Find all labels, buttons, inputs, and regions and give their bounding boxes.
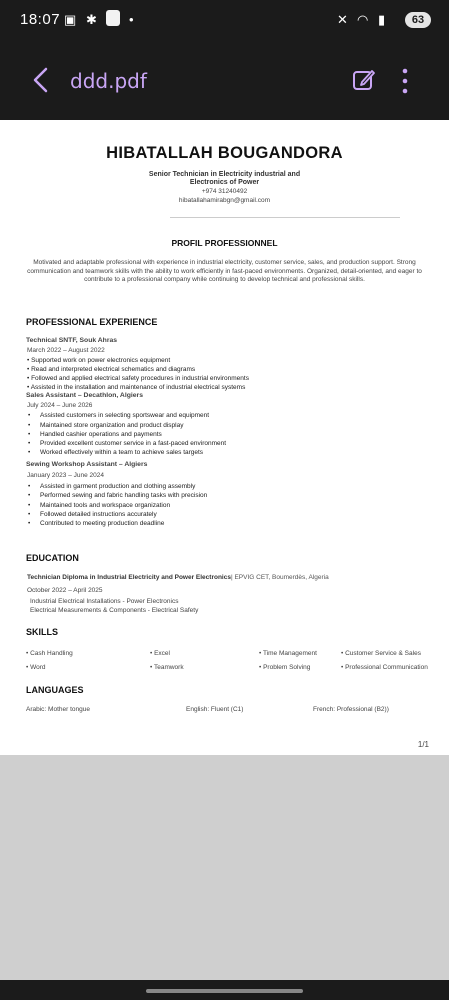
job-bullet: • Performed sewing and fabric handling tasks with precision [28, 492, 207, 499]
back-arrow-icon[interactable] [28, 66, 54, 94]
job-bullet: • Followed detailed instructions accurately [28, 511, 157, 518]
skills-heading: SKILLS [26, 627, 59, 637]
job-bullet: • Contributed to meeting production deadline [28, 520, 164, 527]
navigation-bar [0, 980, 449, 1000]
education-heading: EDUCATION [26, 553, 79, 563]
language-item: French: Professional (B2)) [313, 706, 389, 713]
profile-heading: PROFIL PROFESSIONNEL [171, 238, 278, 248]
experience-heading: PROFESSIONAL EXPERIENCE [26, 317, 158, 327]
resume-subtitle-line1: Senior Technician in Electricity industrial and [148, 171, 301, 178]
job-bullet: • Worked effectively within a team to achieve sales targets [28, 449, 203, 456]
language-item: Arabic: Mother tongue [26, 706, 90, 713]
skill-item: • Cash Handling [26, 650, 73, 657]
skill-item: • Word [26, 664, 46, 671]
job-bullet: • Handled cashier operations and payments [28, 431, 162, 438]
pdf-page [0, 120, 449, 755]
app-bar [0, 40, 449, 120]
status-time: 18:07 [20, 11, 61, 28]
resume-phone: +974 31240492 [201, 188, 248, 195]
screenshot-icon: ▣ [64, 12, 77, 27]
resume-email: hibatallahamirabgn@gmail.com [178, 197, 271, 204]
education-course-line: Electrical Measurements & Components - Electrical Safety [30, 607, 199, 614]
more-options-icon[interactable] [398, 66, 412, 96]
signal-icon: ▮ [378, 12, 386, 27]
skill-item: • Time Management [259, 650, 317, 657]
languages-heading: LANGUAGES [26, 685, 84, 695]
document-title: ddd.pdf [70, 69, 147, 93]
resume-name: HIBATALLAH BOUGANDORA [106, 144, 343, 162]
job-title: Sewing Workshop Assistant – Algiers [26, 461, 148, 468]
job-bullet: • Supported work on power electronics equipment [27, 357, 171, 364]
page-number: 1/1 [417, 740, 429, 749]
dot-icon: • [129, 12, 134, 27]
battery-icon: 63 [405, 12, 431, 28]
job-bullet: • Assisted customers in selecting sportswear and equipment [28, 412, 209, 419]
skill-item: • Excel [150, 650, 170, 657]
job-bullet: • Followed and applied electrical safety procedures in industrial environments [27, 375, 249, 382]
app-notification-icon [106, 10, 120, 26]
education-entry [27, 574, 329, 581]
job-bullet: • Assisted in garment production and clothing assembly [28, 483, 195, 490]
job-title: Sales Assistant – Decathlon, Algiers [26, 392, 143, 399]
puzzle-icon: ✱ [86, 12, 97, 27]
job-bullet: • Assisted in the installation and maintenance of industrial electrical systems [27, 384, 246, 391]
status-bar [0, 0, 449, 40]
home-indicator[interactable] [146, 989, 303, 993]
education-dates: October 2022 – April 2025 [27, 587, 103, 594]
job-title: Technical SNTF, Souk Ahras [26, 337, 118, 344]
skill-item: • Customer Service & Sales [341, 650, 421, 657]
edit-icon[interactable] [352, 68, 376, 92]
skill-item: • Professional Communication [341, 664, 428, 671]
language-item: English: Fluent (C1) [186, 706, 244, 713]
resume-subtitle-line2: Electronics of Power [189, 179, 260, 186]
education-course-line: Industrial Electrical Installations - Power Electronics [30, 598, 179, 605]
wifi-icon: ◠ [357, 12, 369, 27]
divider [170, 217, 400, 218]
job-dates: July 2024 – June 2026 [27, 402, 93, 409]
education-degree: Technician Diploma in Industrial Electricity and Power Electronics [27, 574, 231, 581]
skill-item: • Teamwork [150, 664, 184, 671]
mute-icon: ✕ [337, 12, 348, 27]
job-bullet: • Maintained store organization and product display [28, 422, 183, 429]
job-dates: March 2022 – August 2022 [27, 347, 105, 354]
job-bullet: • Read and interpreted electrical schematics and diagrams [27, 366, 196, 373]
job-dates: January 2023 – June 2024 [27, 472, 104, 479]
profile-text: Motivated and adaptable professional with experience in industrial electricity, customer service, sales, and production support. Strong communication and teamwork skills with the ability to work efficiently in fast-paced environments. Organized, detail-oriented, and eager to contribute to a professional company while continuing to develop technical and professional skills. [27, 259, 422, 284]
job-bullet: • Maintained tools and workspace organization [28, 502, 170, 509]
education-school: | EPVIG CET, Boumerdès, Algeria [230, 574, 329, 581]
job-bullet: • Provided excellent customer service in a fast-paced environment [28, 440, 226, 447]
skill-item: • Problem Solving [259, 664, 311, 671]
